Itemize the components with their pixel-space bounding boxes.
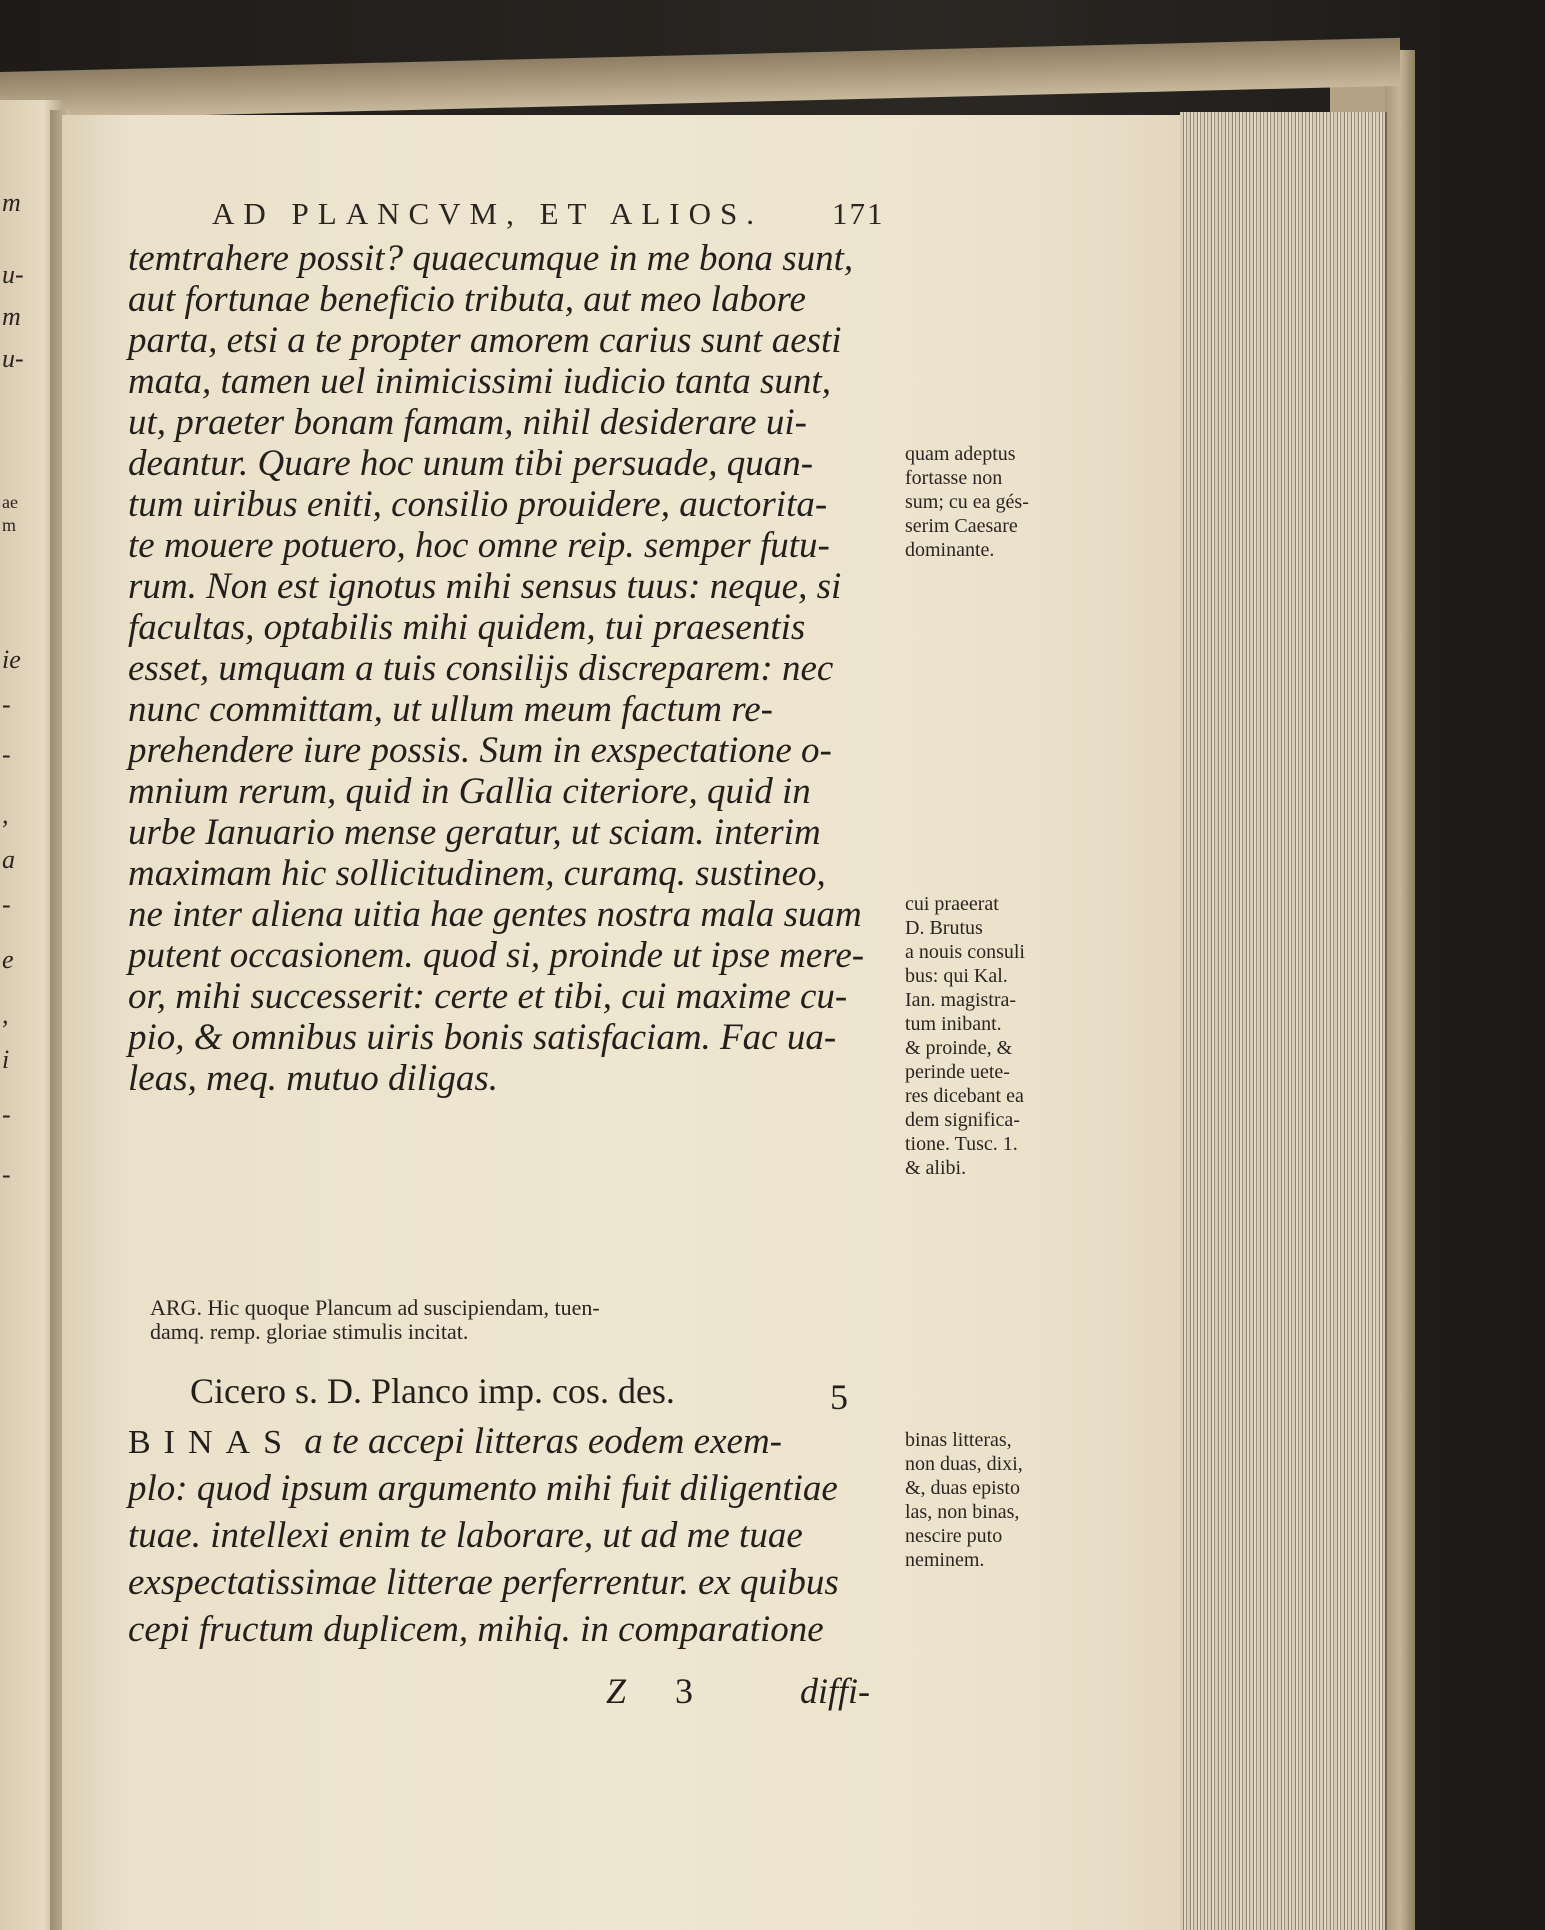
text-line: temtrahere possit? quaecumque in me bona sunt,	[128, 238, 854, 279]
text-line: cepi fructum duplicem, mihiq. in comparatione	[128, 1609, 824, 1650]
second-letter-body	[128, 1418, 918, 1653]
text-line: plo: quod ipsum argumento mihi fuit diligentiae	[128, 1468, 838, 1509]
text-line: mnium rerum, quid in Gallia citeriore, quid in	[128, 771, 811, 812]
left-fragment: e	[2, 945, 14, 974]
left-fragment: m	[2, 302, 21, 331]
text-line: putent occasionem. quod si, proinde ut ipse mere-	[128, 935, 865, 976]
text-line	[128, 1418, 918, 1465]
left-fragment: -	[2, 1160, 11, 1189]
margin-line: las, non binas,	[905, 1501, 1020, 1523]
text-line: parta, etsi a te propter amorem carius sunt aesti	[128, 320, 842, 361]
left-fragment: u-	[2, 344, 24, 373]
text-line: or, mihi successerit: certe et tibi, cui maxime cu-	[128, 976, 848, 1017]
left-fragment: m	[2, 515, 17, 535]
text-line: exspectatissimae litterae perferrentur. ex quibus	[128, 1562, 839, 1603]
margin-line: nescire puto	[905, 1525, 1003, 1547]
letter-body-text	[128, 238, 908, 1099]
signature-number: 3	[675, 1671, 693, 1711]
margin-line: quam adeptus	[905, 443, 1016, 465]
left-fragment: ,	[2, 800, 9, 829]
margin-line: res dicebant ea	[905, 1085, 1024, 1107]
running-header	[212, 196, 912, 238]
left-fragment: -	[2, 890, 11, 919]
margin-line: fortasse non	[905, 467, 1003, 489]
left-fragment: a	[2, 845, 15, 874]
margin-line: & proinde, &	[905, 1037, 1013, 1059]
text-line: nunc committam, ut ullum meum factum re-	[128, 689, 773, 730]
opening-word: BINAS	[128, 1424, 296, 1461]
text-line: mata, tamen uel inimicissimi iudicio tanta sunt,	[128, 361, 831, 402]
folio-number: 171	[832, 196, 885, 231]
margin-line: tum inibant.	[905, 1013, 1002, 1035]
margin-line: dominante.	[905, 539, 995, 561]
text-line: prehendere iure possis. Sum in exspectatione o-	[128, 730, 832, 771]
argument-summary	[150, 1296, 880, 1344]
margin-note	[905, 892, 1115, 1180]
margin-line: & alibi.	[905, 1157, 967, 1179]
first-line-rest: a te accepi litteras eodem exem-	[304, 1421, 782, 1462]
text-line: pio, & omnibus uiris bonis satisfaciam. Fac ua-	[128, 1017, 837, 1058]
letter-heading	[190, 1370, 848, 1417]
margin-line: tione. Tusc. 1.	[905, 1133, 1018, 1155]
left-fragment: ,	[2, 1000, 9, 1029]
letter-number: 5	[830, 1377, 848, 1417]
text-line: esset, umquam a tuis consilijs discreparem: nec	[128, 648, 834, 689]
margin-line: sum; cu ea gés-	[905, 491, 1029, 513]
text-line: deantur. Quare hoc unum tibi persuade, quan-	[128, 443, 814, 484]
text-line: maximam hic sollicitudinem, curamq. sustineo,	[128, 853, 826, 894]
margin-line: perinde uete-	[905, 1061, 1010, 1083]
left-fragment: ae	[2, 492, 18, 512]
left-fragment: i	[2, 1045, 10, 1074]
argument-line: ARG. Hic quoque Plancum ad suscipiendam, tuen-	[150, 1295, 600, 1320]
text-line: leas, meq. mutuo diligas.	[128, 1058, 498, 1099]
margin-line: non duas, dixi,	[905, 1453, 1023, 1475]
text-line: ne inter aliena uitia hae gentes nostra mala suam	[128, 894, 862, 935]
left-fragment: m	[2, 188, 21, 217]
margin-line: a nouis consuli	[905, 941, 1025, 963]
margin-line: serim Caesare	[905, 515, 1018, 537]
margin-line: D. Brutus	[905, 917, 983, 939]
catchword: diffi-	[800, 1671, 870, 1711]
margin-line: neminem.	[905, 1549, 985, 1571]
margin-line: bus: qui Kal.	[905, 965, 1008, 987]
text-line: aut fortunae beneficio tributa, aut meo labore	[128, 279, 806, 320]
text-line: facultas, optabilis mihi quidem, tui praesentis	[128, 607, 806, 648]
text-line: urbe Ianuario mense geratur, ut sciam. interim	[128, 812, 821, 853]
left-fragment: -	[2, 1100, 11, 1129]
running-title: AD PLANCVM, ET ALIOS.	[212, 196, 763, 231]
margin-line: dem significa-	[905, 1109, 1020, 1131]
margin-note	[905, 442, 1115, 562]
page-footer	[600, 1670, 900, 1718]
text-line: tuae. intellexi enim te laborare, ut ad me tuae	[128, 1515, 803, 1556]
book-cover-edge	[1385, 50, 1415, 1930]
margin-line: cui praeerat	[905, 893, 999, 915]
letter-heading-text: Cicero s. D. Planco imp. cos. des.	[190, 1371, 675, 1411]
left-fragment: -	[2, 690, 11, 719]
margin-note	[905, 1428, 1115, 1572]
left-fragment: -	[2, 740, 11, 769]
margin-line: binas litteras,	[905, 1429, 1012, 1451]
page-block-edges	[1180, 112, 1387, 1930]
argument-line: damq. remp. gloriae stimulis incitat.	[150, 1319, 469, 1344]
margin-line: &, duas episto	[905, 1477, 1020, 1499]
text-line: te mouere potuero, hoc omne reip. semper futu-	[128, 525, 830, 566]
text-line: tum uiribus eniti, consilio prouidere, auctorita-	[128, 484, 828, 525]
text-line: rum. Non est ignotus mihi sensus tuus: neque, si	[128, 566, 842, 607]
signature-mark: Z	[606, 1671, 627, 1711]
left-fragment: u-	[2, 260, 24, 289]
text-line: ut, praeter bonam famam, nihil desiderare ui-	[128, 402, 807, 443]
left-fragment: ie	[2, 645, 21, 674]
margin-line: Ian. magistra-	[905, 989, 1017, 1011]
